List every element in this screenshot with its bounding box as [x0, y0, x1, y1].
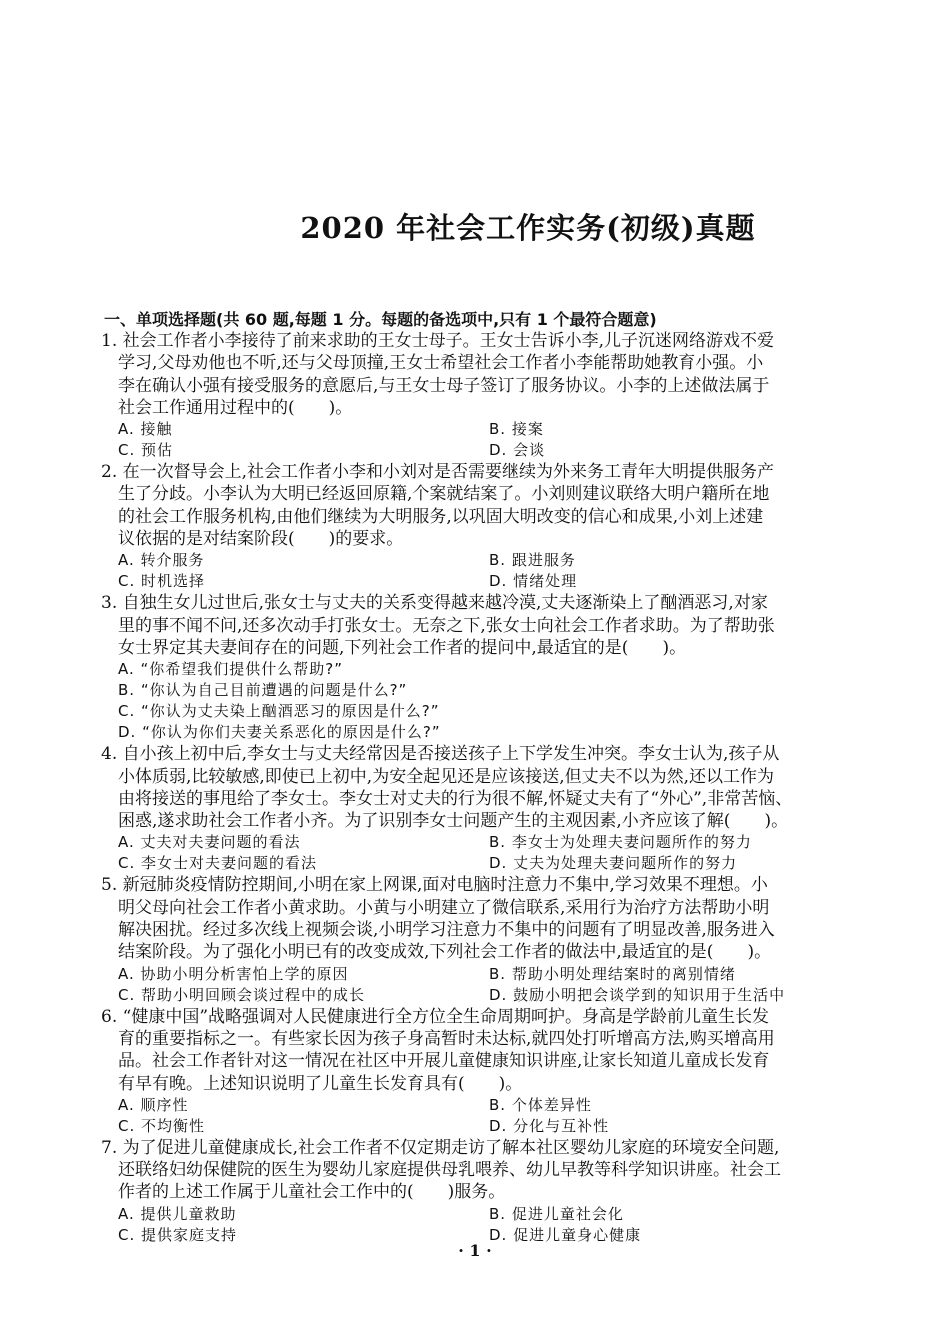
question-item [101, 461, 863, 592]
answer-option: B. 李女士为处理夫妻问题所作的努力 [489, 833, 752, 852]
question-text-line: 女士界定其夫妻间存在的问题,下列社会工作者的提问中,最适宜的是( )。 [118, 637, 687, 658]
question-text-line: 1. 社会工作者小李接待了前来求助的王女士母子。王女士告诉小李,儿子沉迷网络游戏不爱 [101, 331, 775, 351]
question-item [101, 330, 863, 461]
answer-option: C. 李女士对夫妻问题的看法 [118, 854, 318, 873]
answer-options [118, 1095, 863, 1137]
answer-option: B. “你认为自己目前遭遇的问题是什么?” [118, 681, 408, 700]
answer-option: A. “你希望我们提供什么帮助?” [118, 660, 344, 679]
answer-option: D. 分化与互补性 [489, 1116, 610, 1135]
answer-option: D. 会谈 [489, 441, 546, 460]
section-heading: 一、单项选择题(共 60 题,每题 1 分。每题的备选项中,只有 1 个最符合题意) [104, 310, 657, 329]
answer-option: A. 协助小明分析害怕上学的原因 [118, 964, 349, 983]
question-text-line: 6. “健康中国”战略强调对人民健康进行全方位全生命周期呵护。身高是学龄前儿童生长发 [101, 1006, 770, 1027]
answer-options [118, 419, 863, 461]
question-item [101, 1006, 863, 1137]
question-text-line: 社会工作通用过程中的( )。 [118, 397, 353, 418]
answer-option: A. 转介服务 [118, 551, 205, 570]
question-text-line: 作者的上述工作属于儿童社会工作中的( )服务。 [118, 1182, 506, 1203]
question-item [101, 743, 863, 874]
answer-option: D. 促进儿童身心健康 [489, 1225, 642, 1244]
answer-option: D. 丈夫为处理夫妻问题所作的努力 [489, 854, 738, 873]
answer-option: C. 预估 [118, 441, 174, 460]
question-list [101, 330, 863, 1246]
question-item [101, 1137, 863, 1246]
question-text-line: 议依据的是对结案阶段( )的要求。 [118, 529, 404, 550]
answer-option: C. “你认为丈夫染上酗酒恶习的原因是什么?” [118, 702, 440, 721]
answer-option: A. 丈夫对夫妻问题的看法 [118, 833, 301, 852]
answer-option: B. 促进儿童社会化 [489, 1204, 624, 1223]
question-text-line: 困惑,遂求助社会工作者小齐。为了识别李女士问题产生的主观因素,小齐应该了解( )。 [118, 811, 789, 832]
question-text-line: 有早有晚。上述知识说明了儿童生长发育具有( )。 [118, 1073, 523, 1094]
answer-option: A. 顺序性 [118, 1095, 189, 1114]
answer-options [118, 659, 863, 743]
answer-option: B. 个体差异性 [489, 1095, 592, 1114]
answer-option: B. 帮助小明处理结案时的离别情绪 [489, 964, 736, 983]
answer-option: C. 提供家庭支持 [118, 1225, 238, 1244]
question-text-line: 结案阶段。为了强化小明已有的改变成效,下列社会工作者的做法中,最适宜的是( )。 [118, 942, 772, 963]
question-text-line: 3. 自独生女儿过世后,张女士与丈夫的关系变得越来越冷漠,丈夫逐渐染上了酗酒恶习,对家 [101, 593, 768, 614]
answer-option: C. 时机选择 [118, 572, 206, 591]
answer-option: B. 接案 [489, 420, 544, 439]
answer-option: D. 情绪处理 [489, 572, 578, 591]
question-text-line: 的社会工作服务机构,由他们继续为大明服务,以巩固大明改变的信心和成果,小刘上述建 [118, 506, 764, 527]
question-text-line: 里的事不闻不问,还多次动手打张女士。无奈之下,张女士向社会工作者求助。为了帮助张 [118, 615, 775, 636]
question-text-line: 2. 在一次督导会上,社会工作者小李和小刘对是否需要继续为外来务工青年大明提供服务产 [101, 462, 775, 483]
question-text-line: 还联络妇幼保健院的医生为婴幼儿家庭提供母乳喂养、幼儿早教等科学知识讲座。社会工 [118, 1160, 781, 1181]
question-text-line: 7. 为了促进儿童健康成长,社会工作者不仅定期走访了解本社区婴幼儿家庭的环境安全问题, [101, 1137, 780, 1158]
question-text-line: 品。社会工作者针对这一情况在社区中开展儿童健康知识讲座,让家长知道儿童成长发育 [118, 1051, 770, 1072]
question-item [101, 592, 863, 743]
question-text-line: 4. 自小孩上初中后,李女士与丈夫经常因是否接送孩子上下学发生冲突。李女士认为,孩子从 [101, 744, 780, 765]
question-text-line: 学习,父母劝他也不听,还与父母顶撞,王女士希望社会工作者小李能帮助她教育小强。小 [118, 353, 764, 374]
answer-option: A. 提供儿童救助 [118, 1204, 237, 1223]
question-text-line: 李在确认小强有接受服务的意愿后,与王女士母子签订了服务协议。小李的上述做法属于 [118, 375, 770, 396]
answer-option: D. 鼓励小明把会谈学到的知识用于生活中 [489, 985, 786, 1004]
question-text-line: 解决困扰。经过多次线上视频会谈,小明学习注意力不集中的问题有了明显改善,服务进入 [118, 920, 775, 941]
answer-option: C. 不均衡性 [118, 1116, 206, 1135]
answer-option: D. “你认为你们夫妻关系恶化的原因是什么?” [118, 723, 441, 742]
question-item [101, 874, 863, 1005]
question-text-line: 育的重要指标之一。有些家长因为孩子身高暂时未达标,就四处打听增高方法,购买增高用 [118, 1028, 775, 1049]
answer-options [118, 1204, 863, 1246]
answer-option: A. 接触 [118, 420, 173, 439]
answer-options [118, 964, 863, 1006]
answer-option: B. 跟进服务 [489, 551, 576, 570]
answer-options [118, 832, 863, 874]
question-text-line: 由将接送的事甩给了李女士。李女士对丈夫的行为很不解,怀疑丈夫有了“外心”,非常苦恼、 [118, 788, 793, 809]
question-text-line: 5. 新冠肺炎疫情防控期间,小明在家上网课,面对电脑时注意力不集中,学习效果不理想。小 [101, 875, 768, 896]
question-text-line: 小体质弱,比较敏感,即使已上初中,为安全起见还是应该接送,但丈夫不以为然,还以工作为 [118, 766, 775, 787]
question-text-line: 生了分歧。小李认为大明已经返回原籍,个案就结案了。小刘则建议联络大明户籍所在地 [118, 484, 770, 505]
answer-options [118, 550, 863, 592]
page-title: 2020 年社会工作实务(初级)真题 [300, 211, 756, 245]
page-number: · 1 · [458, 1241, 492, 1260]
answer-option: C. 帮助小明回顾会谈过程中的成长 [118, 985, 366, 1004]
question-text-line: 明父母向社会工作者小黄求助。小黄与小明建立了微信联系,采用行为治疗方法帮助小明 [118, 897, 770, 918]
